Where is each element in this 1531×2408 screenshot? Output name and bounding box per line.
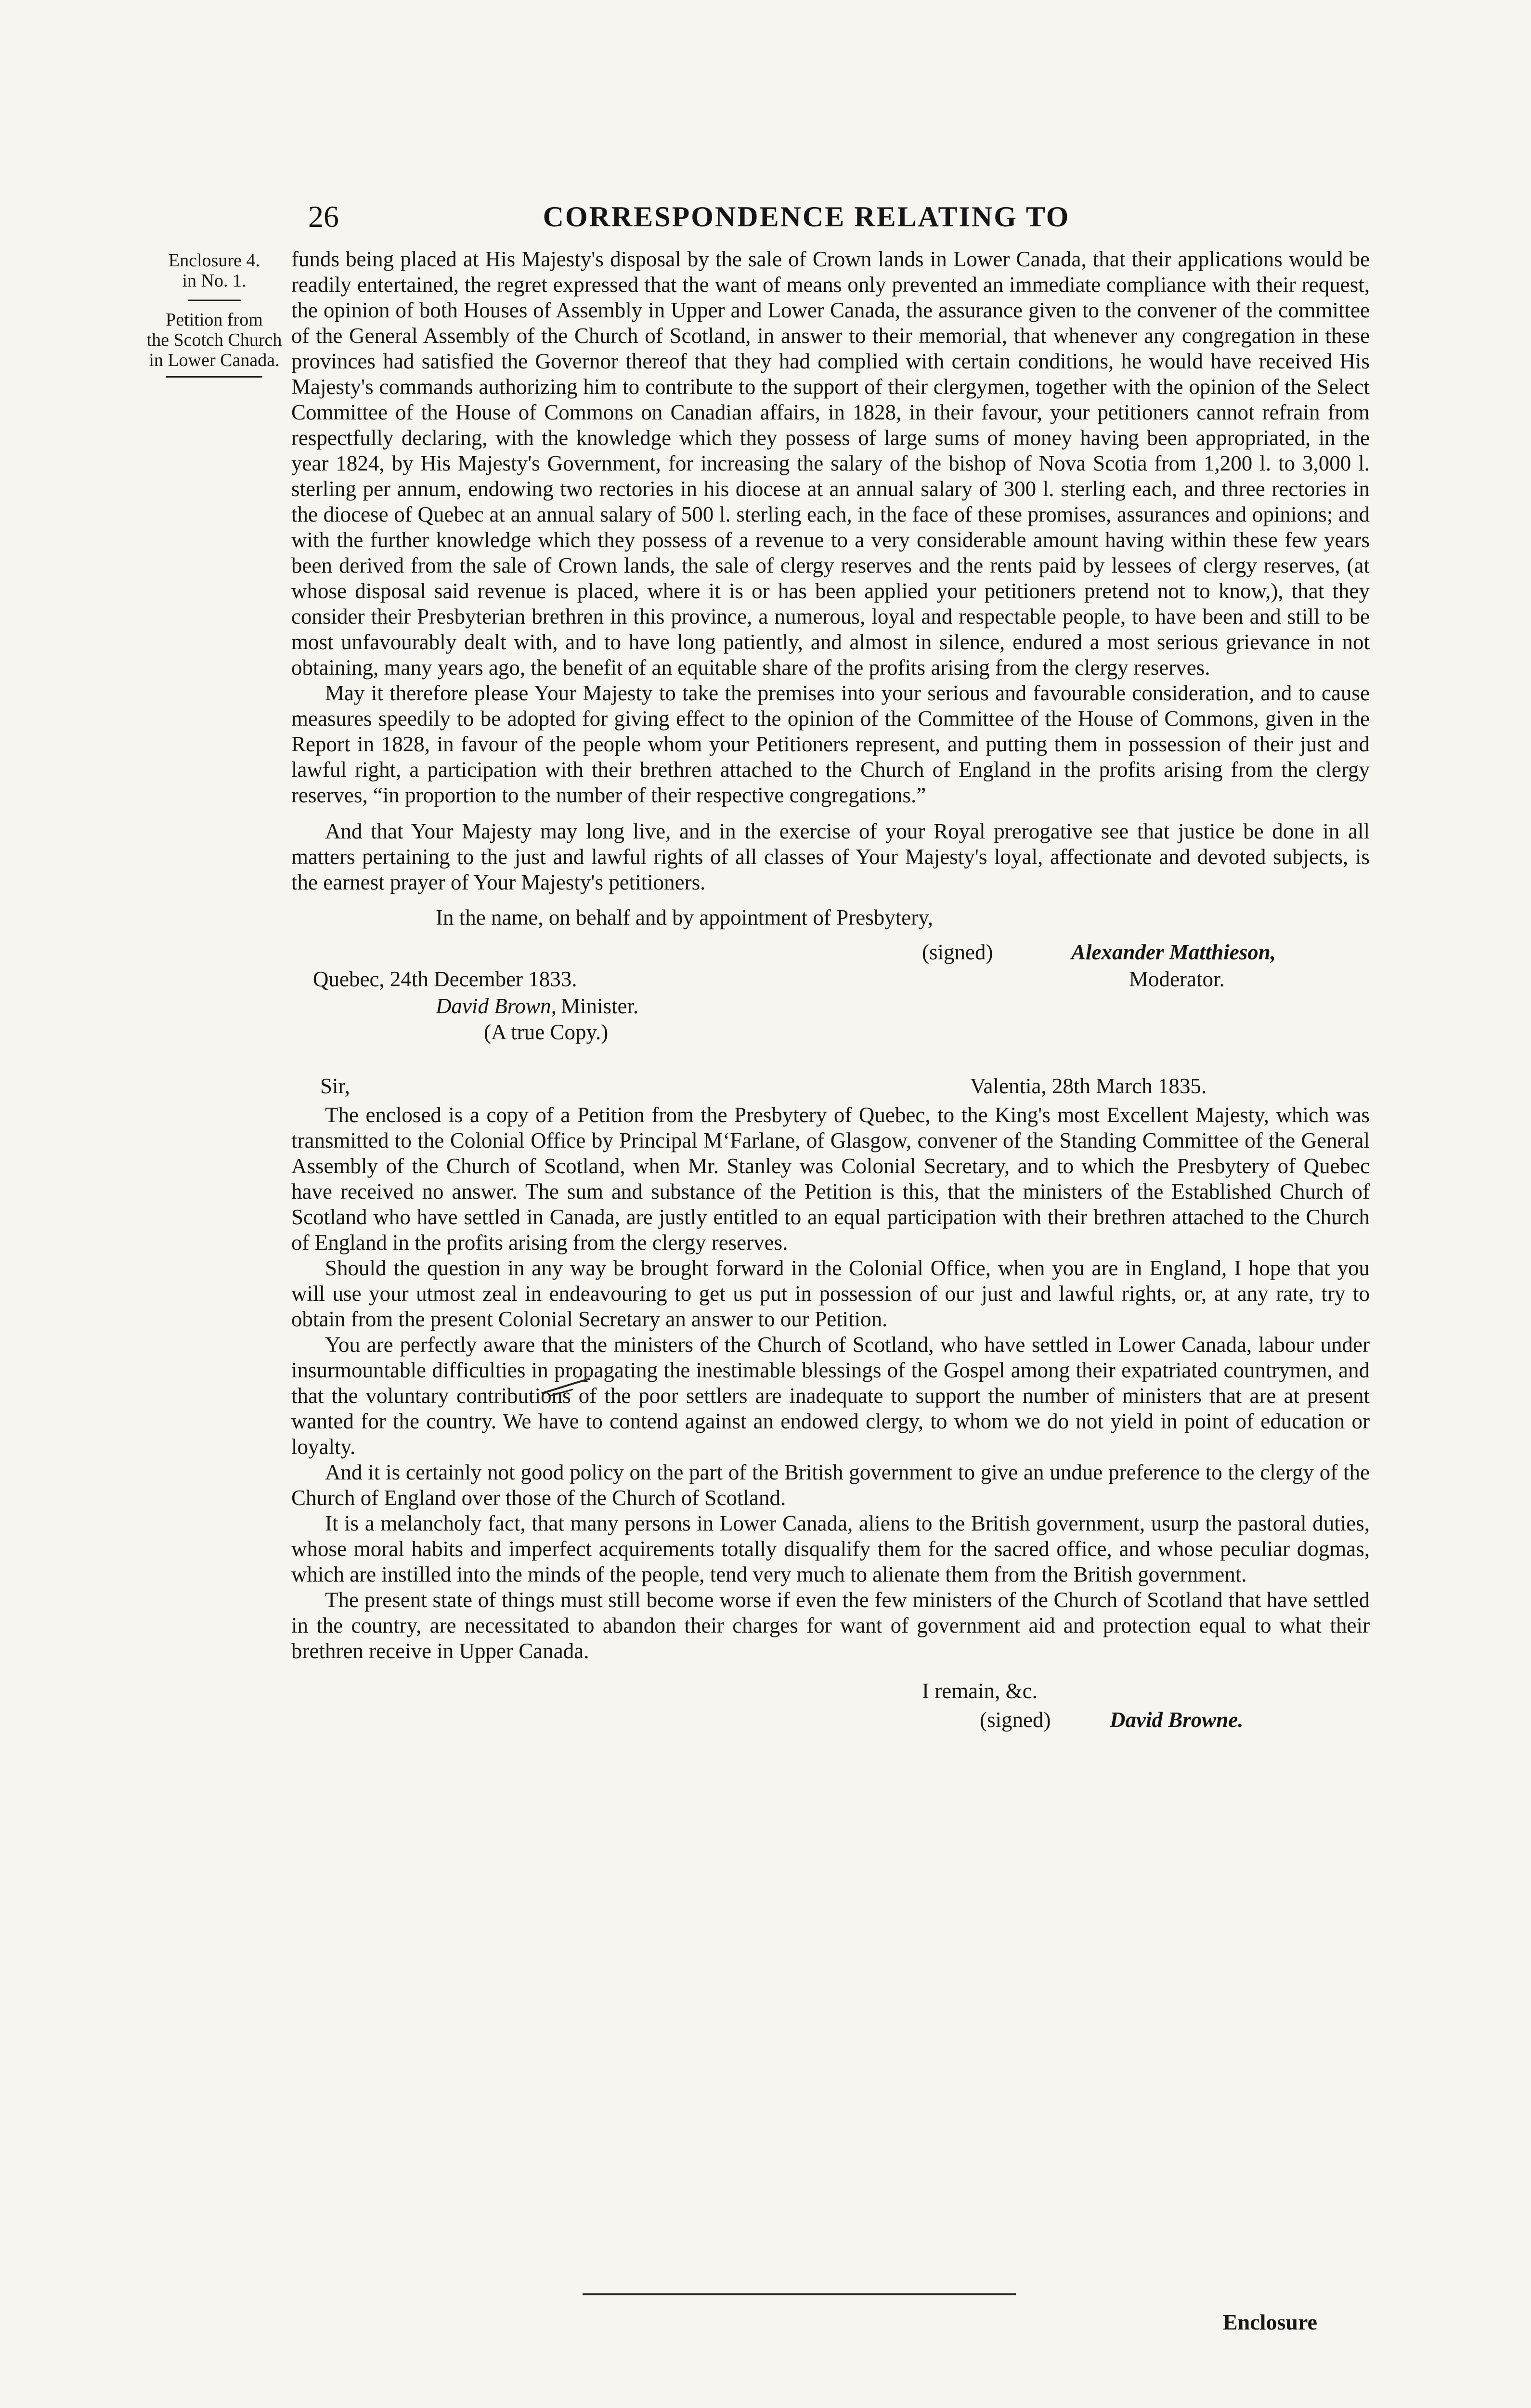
page-header <box>308 190 1204 243</box>
margin-petition-line2: the Scotch Church <box>146 330 282 350</box>
page-number: 26 <box>308 199 339 234</box>
letter-paragraph-1: The enclosed is a copy of a Petition from the Presbytery of Quebec, to the King's most Excellent Majesty, which was transmitted to the Colonial Office by Principal M‘Farlane, of Glasgow, convener of the Standing Committee of the General Assembly of the Church of Scotland, when Mr. Stanley was Colonial Secretary, and to which the Presbytery of Quebec have received no answer. The sum and substance of the Petition is this, that the ministers of the Established Church of Scotland who have settled in Canada, are justly entitled to an equal participation with their brethren attached to the Church of England in the profits arising from the clergy reserves. <box>291 1103 1370 1255</box>
petition-signature-block <box>291 895 1370 1049</box>
running-head: CORRESPONDENCE RELATING TO <box>543 201 1070 233</box>
body-text <box>291 247 1370 1736</box>
letter-paragraph-4: And it is certainly not good policy on the part of the British government to give an undue preference to the clergy of the Church of England over those of the Church of Scotland. <box>291 1460 1370 1510</box>
letter-signer: David Browne. <box>1110 1708 1244 1732</box>
minister-name: David Brown, <box>436 994 557 1018</box>
letter-signature-block <box>291 1669 1370 1736</box>
letter-closing: I remain, &c. <box>922 1679 1038 1703</box>
margin-petition-line1: Petition from <box>166 310 263 330</box>
moderator-title: Moderator. <box>1129 967 1225 991</box>
moderator-name: Alexander Matthieson, <box>1071 940 1276 964</box>
letter-place-date: Valentia, 28th March 1835. <box>970 1074 1207 1098</box>
in-the-name-line: In the name, on behalf and by appointment of Presbytery, <box>436 905 934 929</box>
letter-paragraph-6: The present state of things must still become worse if even the few ministers of the Church of Scotland that have settled in the country, are necessitated to abandon their charges for want of government aid and protection equal to what their brethren receive in Upper Canada. <box>291 1588 1370 1663</box>
minister-title: Minister. <box>561 994 639 1018</box>
letter-salutation: Sir, <box>320 1074 350 1098</box>
petition-paragraph-1: funds being placed at His Majesty's disposal by the sale of Crown lands in Lower Canada, that their applications would be readily entertained, the regret expressed that the want of means only prevented an immediate compliance with their request, the opinion of both Houses of Assembly in Upper and Lower Canada, the assurance given to the convener of the committee of the General Assembly of the Church of Scotland, in answer to their memorial, that whenever any congregation in these provinces had satisfied the Governor thereof that they had complied with certain conditions, he would have received His Majesty's commands authorizing him to contribute to the support of their clergymen, together with the opinion of the Select Committee of the House of Commons on Canadian affairs, in 1828, in their favour, your petitioners cannot refrain from respectfully declaring, with the knowledge which they possess of large sums of money having been appropriated, in the year 1824, by His Majesty's Government, for increasing the salary of the bishop of Nova Scotia from 1,200 l. to 3,000 l. sterling per annum, endowing two rectories in his diocese at an annual salary of 300 l. sterling each, and three rectories in the diocese of Quebec at an annual salary of 500 l. sterling each, in the face of these promises, assurances and opinions; and with the further knowledge which they possess of a revenue to a very considerable amount having within these few years been derived from the sale of Crown lands, the sale of clergy reserves and the rents paid by lessees of clergy reserves, (at whose disposal said revenue is placed, where it is or has been applied your petitioners pretend not to know,), that they consider their Presbyterian brethren in this province, a numerous, loyal and respectable people, to have been and still to be most unfavourably dealt with, and to have long patiently, and almost in silence, endured a most serious grievance in not obtaining, many years ago, the benefit of an equitable share of the profits arising from the clergy reserves. <box>291 247 1370 680</box>
margin-rule-long <box>166 376 262 378</box>
margin-note <box>135 250 294 378</box>
petition-place-date: Quebec, 24th December 1833. <box>313 967 577 991</box>
margin-rule-short <box>188 300 241 301</box>
letter <box>291 1069 1370 1736</box>
petition-paragraph-3: And that Your Majesty may long live, and in the exercise of your Royal prerogative see that justice be done in all matters pertaining to the just and lawful rights of all classes of Your Majesty's loyal, affectionate and devoted subjects, is the earnest prayer of Your Majesty's petitioners. <box>291 819 1370 894</box>
margin-in-no: in No. 1. <box>182 271 247 291</box>
petition-paragraph-2: May it therefore please Your Majesty to take the premises into your serious and favourable consideration, and to cause measures speedily to be adopted for giving effect to the opinion of the Committee of the House of Commons, given in the Report in 1828, in favour of the people whom your Petitioners represent, and putting them in possession of their just and lawful right, a participation with their brethren attached to the Church of England in the profits arising from the clergy reserves, “in proportion to the number of their respective congregations.” <box>291 681 1370 807</box>
flourish-mark <box>539 1375 592 1399</box>
margin-enclosure: Enclosure 4. <box>169 250 260 271</box>
letter-paragraph-3: You are perfectly aware that the ministers of the Church of Scotland, who have settled in Lower Canada, labour under insurmountable difficulties in propagating the inestimable blessings of the Gospel among their expatriated countrymen, and that the voluntary contributions of the poor settlers are inadequate to support the number of ministers that are at present wanted for the country. We have to contend against an endowed clergy, to whom we do not yield in point of education or loyalty. <box>291 1333 1370 1459</box>
margin-petition-line3: in Lower Canada. <box>149 350 280 370</box>
letter-signed-label: (signed) <box>980 1708 1051 1732</box>
letter-head <box>291 1069 1370 1102</box>
letter-paragraph-2: Should the question in any way be brought forward in the Colonial Office, when you are in England, I hope that you will use your utmost zeal in endeavouring to get us put in possession of our just and lawful rights, or, at any rate, try to obtain from the present Colonial Secretary an answer to our Petition. <box>291 1256 1370 1331</box>
petition-signed-label: (signed) <box>922 940 993 964</box>
true-copy-note: (A true Copy.) <box>484 1020 609 1044</box>
catchword: Enclosure <box>1223 2310 1317 2334</box>
letter-paragraph-5: It is a melancholy fact, that many persons in Lower Canada, aliens to the British government, usurp the pastoral duties, whose moral habits and imperfect acquirements totally disqualify them for the sacred office, and whose peculiar dogmas, which are instilled into the minds of the people, tend very much to alienate them from the British government. <box>291 1511 1370 1586</box>
footer-rule <box>583 2293 1016 2295</box>
